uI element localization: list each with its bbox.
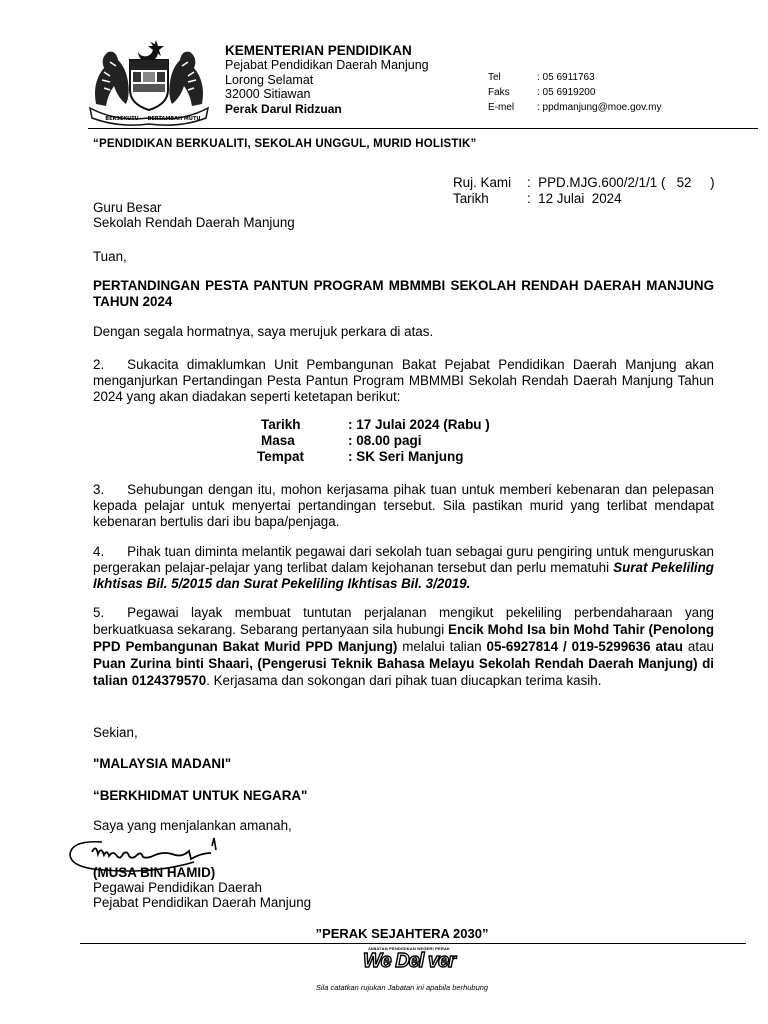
opening-line: Dengan segala hormatnya, saya merujuk perkara di atas. xyxy=(93,324,434,339)
paragraph-2-number: 2. xyxy=(93,357,105,372)
tagline: “PENDIDIKAN BERKUALITI, SEKOLAH UNGGUL, MURID HOLISTIK” xyxy=(93,138,477,150)
event-date-value: : 17 Julai 2024 (Rabu ) xyxy=(348,417,490,432)
recipient-title: Guru Besar xyxy=(93,200,162,215)
street-address: Lorong Selamat xyxy=(225,73,314,87)
contact-person-1: Encik Mohd Isa bin Mohd Tahir (Penolong PPD Pembangunan Bakat Murid PPD Manjung) xyxy=(93,622,714,654)
salutation: Tuan, xyxy=(93,249,127,264)
letter-subject: PERTANDINGAN PESTA PANTUN PROGRAM MBMMBI SEKOLAH RENDAH DAERAH MANJUNG TAHUN 2024 xyxy=(93,278,714,309)
paragraph-5-text-1: Pegawai layak membuat tuntutan perjalanan mengikut pekeliling perbendaharaan yang berkuatkuasa sekarang. Sebarang pertanyaan sila hubungi xyxy=(93,605,714,637)
paragraph-3-number: 3. xyxy=(93,482,105,497)
logo-caption: JABATAN PENDIDIKAN NEGERI PERAK xyxy=(367,946,451,951)
postcode-city: 32000 Sitiawan xyxy=(225,87,311,101)
circular-references: Surat Pekeliling Ikhtisas Bil. 5/2015 dan Surat Pekeliling Ikhtisas Bil. 3/2019. xyxy=(93,560,714,591)
ministry-name: KEMENTERIAN PENDIDIKAN xyxy=(225,43,412,58)
date-label: Tarikh xyxy=(453,191,489,206)
footer-note: Sila catatkan rujukan Jabatan ini apabila berhubung xyxy=(315,983,489,992)
header-divider xyxy=(88,128,758,129)
closing-sekian: Sekian, xyxy=(93,725,138,740)
office-name: Pejabat Pendidikan Daerah Manjung xyxy=(225,58,429,72)
event-venue-label: Tempat xyxy=(257,449,305,464)
event-venue-value: : SK Seri Manjung xyxy=(348,449,464,464)
signatory-office: Pejabat Pendidikan Daerah Manjung xyxy=(93,895,312,910)
paragraph-5 xyxy=(93,604,714,689)
crest-motto-left: BERSEKUTU xyxy=(105,116,139,122)
paragraph-4-number: 4. xyxy=(93,544,105,559)
paragraph-5-text-2: melalui talian xyxy=(397,639,487,654)
slogan-madani: "MALAYSIA MADANI" xyxy=(93,756,232,771)
footer-divider xyxy=(80,943,746,944)
recipient-school: Sekolah Rendah Daerah Manjung xyxy=(93,215,295,230)
paragraph-5-text-4: . Kerjasama dan sokongan dari pihak tuan diucapkan terima kasih. xyxy=(206,673,602,688)
signatory-name: (MUSA BIN HAMID) xyxy=(93,865,216,880)
slogan-berkhidmat: “BERKHIDMAT UNTUK NEGARA" xyxy=(93,788,308,803)
paragraph-4-text: Pihak tuan diminta melantik pegawai dari sekolah tuan sebagai guru pengiring untuk menguruskan pergerakan pelajar-pelajar yang terlibat dalam kejohanan tersebut dan perlu mematuhi xyxy=(93,544,714,575)
contact-phone-1: 05-6927814 / 019-5299636 atau xyxy=(486,639,683,654)
paragraph-4 xyxy=(93,544,714,592)
ref-value: : PPD.MJG.600/2/1/1 ( 52 ) xyxy=(527,175,715,190)
ref-label: Ruj. Kami xyxy=(453,175,512,190)
coat-of-arms-icon xyxy=(86,38,212,126)
paragraph-3-text: Sehubungan dengan itu, mohon kerjasama pihak tuan untuk memberi kebenaran dan pelepasan kepada pelajar untuk menyertai pertandingan tersebut. Sila pastikan murid yang terlibat mendapat kebenaran bertulis dari ibu bapa/penjaga. xyxy=(93,482,714,529)
contact-fax-value: : 05 6919200 xyxy=(537,87,596,98)
paragraph-2-text: Sukacita dimaklumkan Unit Pembangunan Bakat Pejabat Pendidikan Daerah Manjung akan menganjurkan Pertandingan Pesta Pantun Program MBMMBI Sekolah Rendah Daerah Manjung Tahun 2024 yang akan diadakan seperti ketetapan berikut: xyxy=(93,357,714,404)
crest-motto-right: BERTAMBAH MUTU xyxy=(147,116,201,122)
contact-email-label: E-mel xyxy=(488,102,515,113)
event-time-label: Masa xyxy=(261,433,295,448)
paragraph-2 xyxy=(93,357,714,405)
paragraph-5-text-3: atau xyxy=(682,639,714,654)
contact-fax-label: Faks xyxy=(488,87,510,98)
state-name: Perak Darul Ridzuan xyxy=(225,102,342,116)
closing-amanah: Saya yang menjalankan amanah, xyxy=(93,818,292,833)
footer-slogan: ”PERAK SEJAHTERA 2030” xyxy=(315,926,489,941)
paragraph-5-number: 5. xyxy=(93,605,105,620)
contact-tel-label: Tel xyxy=(488,72,501,83)
event-date-label: Tarikh xyxy=(261,417,301,432)
paragraph-3 xyxy=(93,482,714,530)
date-value: : 12 Julai 2024 xyxy=(527,191,622,206)
logo-text: We Del ver xyxy=(363,950,455,972)
contact-tel-value: : 05 6911763 xyxy=(537,72,595,83)
contact-email-value[interactable]: : ppdmanjung@moe.gov.my xyxy=(537,102,662,113)
signatory-title: Pegawai Pendidikan Daerah xyxy=(93,880,262,895)
contact-person-2: Puan Zurina binti Shaari, (Pengerusi Teknik Bahasa Melayu Sekolah Rendah Daerah Manjung) di talian 0124379570 xyxy=(93,656,714,688)
event-time-value: : 08.00 pagi xyxy=(348,433,422,448)
